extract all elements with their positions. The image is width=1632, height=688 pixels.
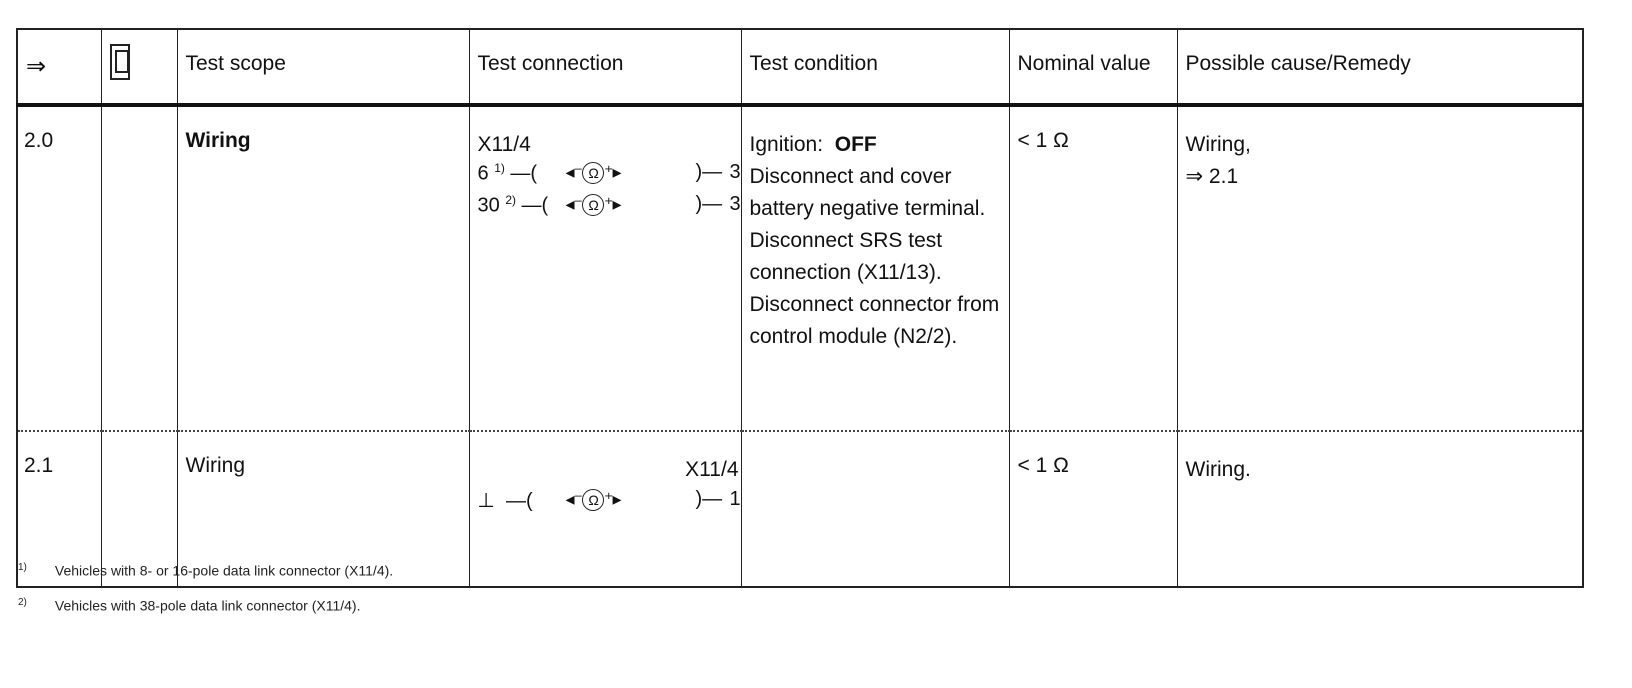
table-row: [17, 105, 1583, 431]
footnote: [18, 597, 361, 614]
socket-right: )—: [695, 161, 723, 183]
test-condition: [741, 431, 1009, 587]
pin-right: 3: [729, 161, 741, 183]
col-header-test-scope: Test scope: [177, 29, 469, 105]
test-scope: Wiring: [177, 105, 469, 431]
test-condition: [741, 105, 1009, 431]
test-scope: Wiring: [177, 431, 469, 587]
footnote-ref: 1): [494, 161, 505, 175]
footnote: [18, 562, 393, 579]
condition-line: Disconnect SRS test: [749, 229, 943, 252]
pin-left: 30: [477, 194, 500, 217]
condition-line: control module (N2/2).: [749, 325, 958, 348]
connector-label: X11/4: [477, 133, 531, 156]
nominal-value: < 1 Ω: [1009, 431, 1177, 587]
socket-right: )—: [695, 193, 723, 215]
display-cell: [101, 105, 177, 431]
remedy-link: ⇒ 2.1: [1185, 165, 1239, 188]
col-header-nominal-value: Nominal value: [1009, 29, 1177, 105]
condition-line: Disconnect and cover: [749, 165, 952, 188]
col-header-arrow: ⇒: [17, 29, 101, 105]
condition-line: connection (X11/13).: [749, 261, 942, 284]
socket-right: )—: [695, 488, 723, 510]
footnote-text: Vehicles with 38-pole data link connector (X11/4).: [54, 597, 361, 614]
ignition-label: Ignition:: [749, 133, 824, 156]
remedy-line: Wiring,: [1185, 133, 1251, 156]
cause-remedy: [1177, 105, 1583, 431]
ground-symbol: ⊥: [477, 490, 495, 512]
col-header-display: [101, 29, 177, 105]
ohmmeter-icon: ◂⁻ Ω ⁺▸: [565, 194, 621, 214]
footnote-mark: 2): [18, 597, 27, 608]
ohmmeter-icon: ◂⁻ Ω ⁺▸: [565, 489, 621, 509]
step-number: 2.1: [17, 431, 101, 587]
connection-line: 6 $^{1)}$ —( ◂⁻ Ω ⁺▸ )— 3: [477, 161, 741, 185]
step-number: 2.0: [17, 105, 101, 431]
pin-left: 6: [477, 162, 489, 185]
footnote-ref: 2): [505, 193, 516, 207]
test-connection: [469, 105, 741, 431]
footnote-text: Vehicles with 8- or 16-pole data link connector (X11/4).: [54, 562, 394, 579]
pin-right: 3: [729, 193, 741, 215]
remedy-line: Wiring.: [1185, 458, 1251, 481]
condition-line: battery negative terminal.: [749, 197, 986, 220]
pin-right: 1: [729, 488, 741, 510]
nominal-value: < 1 Ω: [1009, 105, 1177, 431]
footnote-mark: 1): [18, 562, 27, 573]
col-header-cause-remedy: Possible cause/Remedy: [1177, 29, 1583, 105]
table-header-row: [17, 29, 1583, 105]
test-connection: [469, 431, 741, 587]
condition-line: Disconnect connector from: [749, 293, 1000, 316]
ohmmeter-icon: ◂⁻ Ω ⁺▸: [565, 162, 621, 182]
connector-label: X11/4: [685, 458, 739, 481]
ignition-value: OFF: [834, 133, 877, 156]
cause-remedy: [1177, 431, 1583, 587]
connection-line: ⊥ —( ◂⁻ Ω ⁺▸ )— 1: [477, 488, 741, 512]
test-table: [16, 28, 1584, 588]
connection-line: 30 $^{2)}$ —( ◂⁻ Ω ⁺▸ )— 3: [477, 193, 741, 217]
col-header-test-condition: Test condition: [741, 29, 1009, 105]
col-header-test-connection: Test connection: [469, 29, 741, 105]
display-icon: [110, 44, 130, 80]
